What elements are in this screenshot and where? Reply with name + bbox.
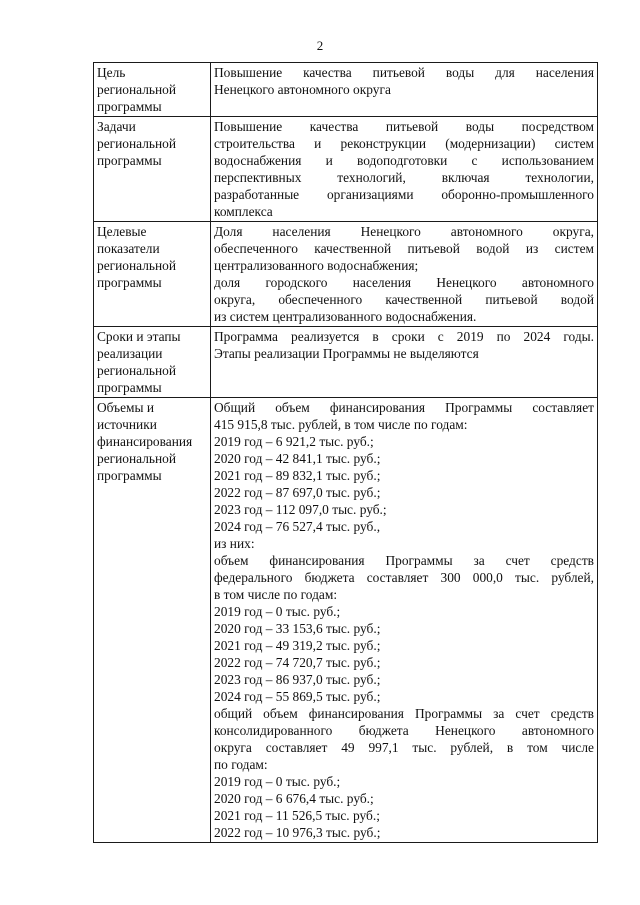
row-value-line: разработанные организациями оборонно-промышленного — [214, 187, 594, 202]
passport-table-body — [94, 63, 598, 843]
row-label-line: Цель — [97, 65, 126, 80]
row-value-line: округа, обеспеченного качественной питьевой водой — [214, 292, 594, 307]
row-value-line: федерального бюджета составляет 300 000,0 тыс. рублей, — [214, 570, 594, 585]
table-row — [94, 398, 598, 843]
row-label-line: региональной — [97, 82, 177, 97]
row-value-line: Повышение качества питьевой воды для населения — [214, 65, 594, 80]
row-value-line: доля городского населения Ненецкого автономного — [214, 275, 594, 290]
row-value-line: 2021 год – 89 832,1 тыс. руб.; — [214, 468, 381, 483]
row-value-line: 2021 год – 11 526,5 тыс. руб.; — [214, 808, 380, 823]
row-label-cell — [94, 327, 211, 398]
row-label-line: программы — [97, 380, 162, 395]
row-value-cell — [211, 327, 598, 398]
row-value-line: 2022 год – 74 720,7 тыс. руб.; — [214, 655, 381, 670]
row-value-cell — [211, 63, 598, 117]
row-value-line: обеспеченного качественной питьевой водой из систем — [214, 241, 594, 256]
row-value-line: Доля населения Ненецкого автономного округа, — [214, 224, 594, 239]
row-value-line: 2024 год – 55 869,5 тыс. руб.; — [214, 689, 381, 704]
row-label-line: программы — [97, 468, 162, 483]
row-value-line: 2020 год – 42 841,1 тыс. руб.; — [214, 451, 381, 466]
row-value-line: Повышение качества питьевой воды посредством — [214, 119, 594, 134]
row-value-line: консолидированного бюджета Ненецкого автономного — [214, 723, 594, 738]
row-value-line: перспективных технологий, включая технологии, — [214, 170, 594, 185]
row-label-line: Задачи — [97, 119, 136, 134]
row-value-cell — [211, 117, 598, 222]
row-label-line: реализации — [97, 346, 163, 361]
program-passport-table — [93, 62, 598, 843]
row-value-line: 415 915,8 тыс. рублей, в том числе по годам: — [214, 417, 468, 432]
row-value-line: в том числе по годам: — [214, 587, 338, 602]
row-value-line: 2022 год – 10 976,3 тыс. руб.; — [214, 825, 381, 840]
row-label-line: Целевые — [97, 224, 147, 239]
row-value-line: округа составляет 49 997,1 тыс. рублей, в том числе — [214, 740, 594, 755]
row-label-cell — [94, 117, 211, 222]
row-value-line: 2021 год – 49 319,2 тыс. руб.; — [214, 638, 381, 653]
row-label-line: программы — [97, 153, 162, 168]
row-label-line: программы — [97, 275, 162, 290]
row-value-line: объем финансирования Программы за счет средств — [214, 553, 594, 568]
row-value-line: 2023 год – 86 937,0 тыс. руб.; — [214, 672, 381, 687]
row-label-line: региональной — [97, 451, 177, 466]
row-value-line: 2023 год – 112 097,0 тыс. руб.; — [214, 502, 387, 517]
row-value-cell — [211, 398, 598, 843]
row-value-line: Общий объем финансирования Программы составляет — [214, 400, 594, 415]
row-label-line: программы — [97, 99, 162, 114]
row-value-line: 2024 год – 76 527,4 тыс. руб., — [214, 519, 381, 534]
row-value-line: строительства и реконструкции (модернизации) систем — [214, 136, 594, 151]
row-label-cell — [94, 222, 211, 327]
row-value-line: 2019 год – 0 тыс. руб.; — [214, 604, 341, 619]
row-label-line: региональной — [97, 258, 177, 273]
row-value-line: Программа реализуется в сроки с 2019 по 2024 годы. — [214, 329, 594, 344]
table-row — [94, 327, 598, 398]
row-label-line: Сроки и этапы — [97, 329, 181, 344]
row-value-line: Ненецкого автономного округа — [214, 82, 391, 97]
row-value-line: 2019 год – 6 921,2 тыс. руб.; — [214, 434, 374, 449]
row-label-line: источники — [97, 417, 157, 432]
row-value-line: централизованного водоснабжения; — [214, 258, 419, 273]
row-label-line: региональной — [97, 363, 177, 378]
row-value-line: из систем централизованного водоснабжения. — [214, 309, 477, 324]
row-label-line: финансирования — [97, 434, 193, 449]
row-value-line: водоснабжения и водоподготовки с использованием — [214, 153, 594, 168]
table-row — [94, 117, 598, 222]
row-value-cell — [211, 222, 598, 327]
table-row — [94, 63, 598, 117]
row-label-cell — [94, 398, 211, 843]
table-row — [94, 222, 598, 327]
row-value-line: по годам: — [214, 757, 268, 772]
row-value-line: общий объем финансирования Программы за счет средств — [214, 706, 594, 721]
row-value-line: Этапы реализации Программы не выделяются — [214, 346, 479, 361]
row-value-line: 2020 год – 6 676,4 тыс. руб.; — [214, 791, 374, 806]
row-label-line: показатели — [97, 241, 160, 256]
row-label-cell — [94, 63, 211, 117]
page-number: 2 — [316, 38, 324, 53]
row-value-line: 2022 год – 87 697,0 тыс. руб.; — [214, 485, 381, 500]
row-value-line: комплекса — [214, 204, 273, 219]
row-value-line: из них: — [214, 536, 255, 551]
row-label-line: Объемы и — [97, 400, 155, 415]
row-value-line: 2019 год – 0 тыс. руб.; — [214, 774, 341, 789]
row-value-line: 2020 год – 33 153,6 тыс. руб.; — [214, 621, 381, 636]
row-label-line: региональной — [97, 136, 177, 151]
